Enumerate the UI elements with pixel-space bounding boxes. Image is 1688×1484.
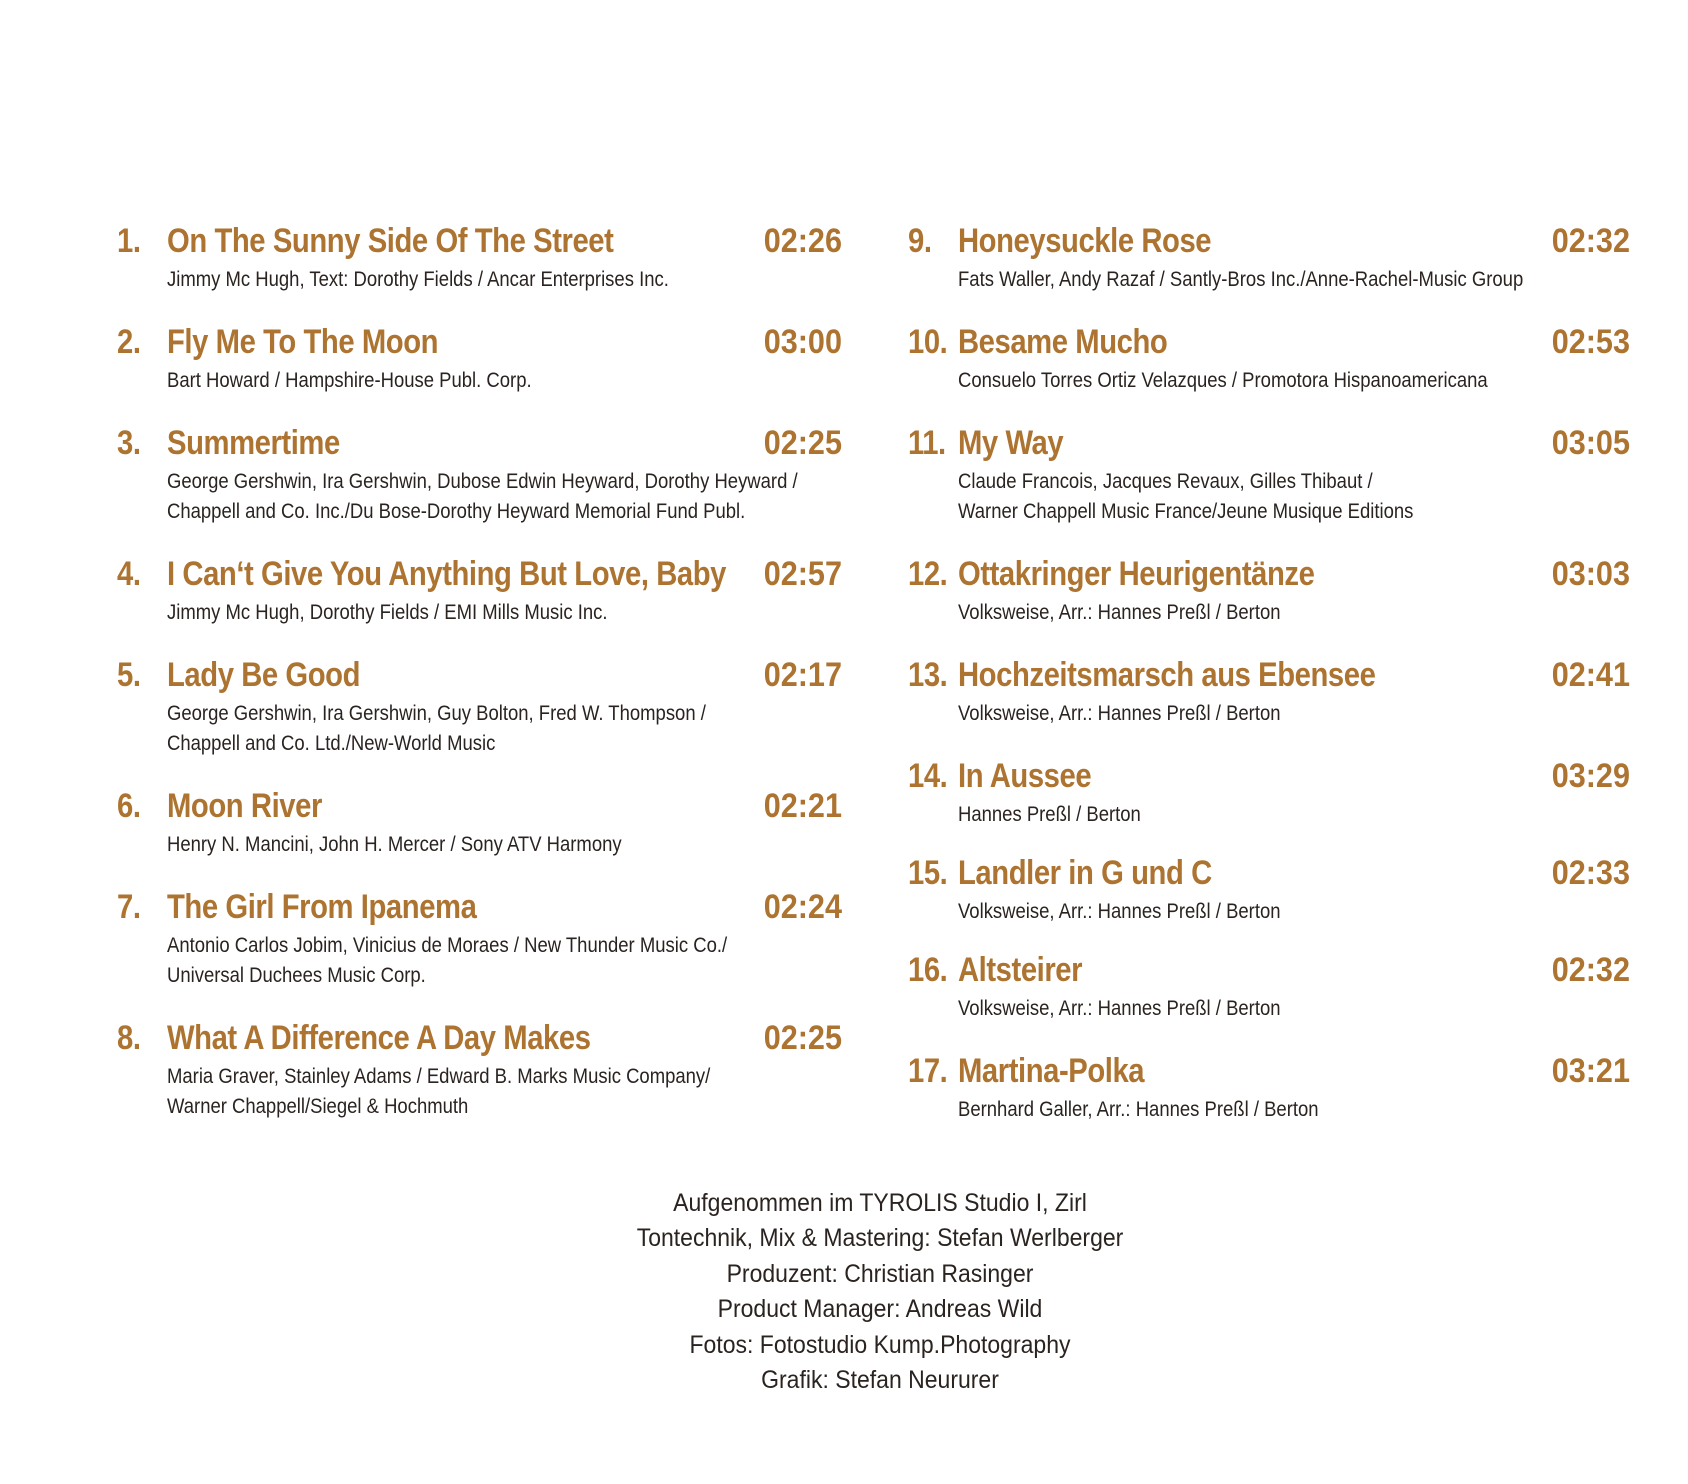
credit-line: Universal Duchees Music Corp. — [167, 964, 426, 987]
track-title: Landler in G und C — [958, 854, 1212, 892]
track-title: Moon River — [167, 787, 322, 825]
track-title: Summertime — [167, 424, 340, 462]
credit-line: Bernhard Galler, Arr.: Hannes Preßl / Berton — [958, 1098, 1319, 1121]
track-duration: 03:00 — [763, 323, 842, 361]
track-number: 8. — [117, 1019, 141, 1057]
track-credits — [958, 897, 1281, 927]
track-credits — [167, 366, 532, 396]
track-credits — [167, 467, 798, 527]
track-item — [117, 887, 842, 997]
track-credits — [958, 699, 1281, 729]
track-number: 3. — [117, 424, 141, 462]
track-item — [117, 322, 842, 432]
credit-line: Chappell and Co. Inc./Du Bose-Dorothy Heyward Memorial Fund Publ. — [167, 500, 746, 523]
track-item — [908, 1051, 1630, 1161]
track-title: Besame Mucho — [958, 323, 1168, 361]
track-title: Martina-Polka — [958, 1052, 1145, 1090]
track-title: Altsteirer — [958, 951, 1083, 989]
credit-line: Volksweise, Arr.: Hannes Preßl / Berton — [958, 997, 1281, 1020]
track-credits — [958, 800, 1141, 830]
track-duration: 02:25 — [763, 1019, 842, 1057]
track-credits — [167, 830, 622, 860]
track-item — [908, 853, 1630, 963]
track-item — [908, 322, 1630, 432]
track-item — [908, 950, 1630, 1060]
track-title: My Way — [958, 424, 1064, 462]
track-credits — [958, 467, 1413, 527]
credit-line: Jimmy Mc Hugh, Dorothy Fields / EMI Mills Music Inc. — [167, 601, 608, 624]
track-duration: 02:53 — [1551, 323, 1630, 361]
credit-line: Warner Chappell/Siegel & Hochmuth — [167, 1095, 469, 1118]
track-title: Lady Be Good — [167, 656, 361, 694]
track-credits — [958, 366, 1488, 396]
credit-line: Hannes Preßl / Berton — [958, 803, 1141, 826]
credit-line: Maria Graver, Stainley Adams / Edward B. Marks Music Company/ — [167, 1065, 711, 1088]
track-number: 11. — [908, 424, 946, 462]
track-duration: 02:25 — [763, 424, 842, 462]
footer-producer: Produzent: Christian Rasinger — [726, 1259, 1034, 1288]
track-credits — [958, 265, 1523, 295]
track-number: 17. — [908, 1052, 948, 1090]
track-number: 7. — [117, 888, 141, 926]
footer-engineering: Tontechnik, Mix & Mastering: Stefan Werlberger — [636, 1224, 1124, 1253]
footer-photos: Fotos: Fotostudio Kump.Photography — [689, 1330, 1071, 1359]
track-title: Fly Me To The Moon — [167, 323, 439, 361]
track-number: 6. — [117, 787, 141, 825]
track-title: Hochzeitsmarsch aus Ebensee — [958, 656, 1376, 694]
credit-line: Claude Francois, Jacques Revaux, Gilles Thibaut / — [958, 470, 1373, 493]
credit-line: Warner Chappell Music France/Jeune Musique Editions — [958, 500, 1414, 523]
credit-line: Volksweise, Arr.: Hannes Preßl / Berton — [958, 702, 1281, 725]
credit-line: Fats Waller, Andy Razaf / Santly-Bros Inc./Anne-Rachel-Music Group — [958, 268, 1524, 291]
track-number: 15. — [908, 854, 948, 892]
track-number: 13. — [908, 656, 948, 694]
track-duration: 02:17 — [763, 656, 842, 694]
credit-line: Volksweise, Arr.: Hannes Preßl / Berton — [958, 900, 1281, 923]
track-item — [908, 221, 1630, 331]
track-title: In Aussee — [958, 757, 1092, 795]
track-item — [908, 554, 1630, 664]
track-credits — [167, 598, 608, 628]
track-credits — [958, 1095, 1319, 1125]
track-item — [117, 554, 842, 664]
track-duration: 02:21 — [763, 787, 842, 825]
track-number: 2. — [117, 323, 141, 361]
track-title: Honeysuckle Rose — [958, 222, 1212, 260]
track-duration: 02:24 — [763, 888, 842, 926]
credit-line: Bart Howard / Hampshire-House Publ. Corp. — [167, 369, 532, 392]
track-credits — [167, 931, 727, 991]
track-credits — [167, 1062, 710, 1122]
track-item — [117, 655, 842, 765]
track-number: 5. — [117, 656, 141, 694]
track-duration: 03:29 — [1551, 757, 1630, 795]
credit-line: George Gershwin, Ira Gershwin, Guy Bolton, Fred W. Thompson / — [167, 702, 706, 725]
track-duration: 02:41 — [1551, 656, 1630, 694]
track-duration: 02:57 — [763, 555, 842, 593]
footer-product-manager: Product Manager: Andreas Wild — [717, 1295, 1043, 1324]
footer-graphics: Grafik: Stefan Neururer — [761, 1366, 999, 1395]
production-credits — [0, 1186, 1688, 1398]
track-duration: 02:26 — [763, 222, 842, 260]
track-duration: 02:32 — [1551, 951, 1630, 989]
track-item — [908, 655, 1630, 765]
credit-line: Jimmy Mc Hugh, Text: Dorothy Fields / Ancar Enterprises Inc. — [167, 268, 669, 291]
track-number: 14. — [908, 757, 948, 795]
track-duration: 03:03 — [1551, 555, 1630, 593]
credit-line: George Gershwin, Ira Gershwin, Dubose Edwin Heyward, Dorothy Heyward / — [167, 470, 798, 493]
track-item — [908, 756, 1630, 866]
credit-line: Volksweise, Arr.: Hannes Preßl / Berton — [958, 601, 1281, 624]
track-title: The Girl From Ipanema — [167, 888, 477, 926]
track-item — [117, 221, 842, 331]
footer-recorded: Aufgenommen im TYROLIS Studio I, Zirl — [673, 1189, 1087, 1217]
credit-line: Antonio Carlos Jobim, Vinicius de Moraes / New Thunder Music Co./ — [167, 934, 728, 957]
track-title: On The Sunny Side Of The Street — [167, 222, 614, 260]
track-number: 4. — [117, 555, 141, 593]
track-credits — [167, 265, 669, 295]
track-item — [117, 1018, 842, 1128]
track-credits — [958, 994, 1281, 1024]
credit-line: Henry N. Mancini, John H. Mercer / Sony ATV Harmony — [167, 833, 622, 856]
track-number: 12. — [908, 555, 948, 593]
track-number: 16. — [908, 951, 948, 989]
track-duration: 03:05 — [1551, 424, 1630, 462]
track-item — [117, 786, 842, 896]
track-duration: 03:21 — [1551, 1052, 1630, 1090]
track-title: What A Difference A Day Makes — [167, 1019, 591, 1057]
track-title: Ottakringer Heurigentänze — [958, 555, 1315, 593]
track-item — [117, 423, 842, 533]
track-credits — [167, 699, 706, 759]
credit-line: Chappell and Co. Ltd./New-World Music — [167, 732, 496, 755]
credit-line: Consuelo Torres Ortiz Velazques / Promotora Hispanoamericana — [958, 369, 1488, 392]
track-item — [908, 423, 1630, 533]
track-duration: 02:32 — [1551, 222, 1630, 260]
track-title: I Can‘t Give You Anything But Love, Baby — [167, 555, 726, 593]
track-credits — [958, 598, 1281, 628]
track-duration: 02:33 — [1551, 854, 1630, 892]
track-number: 10. — [908, 323, 948, 361]
track-number: 1. — [117, 222, 141, 260]
track-number: 9. — [908, 222, 932, 260]
